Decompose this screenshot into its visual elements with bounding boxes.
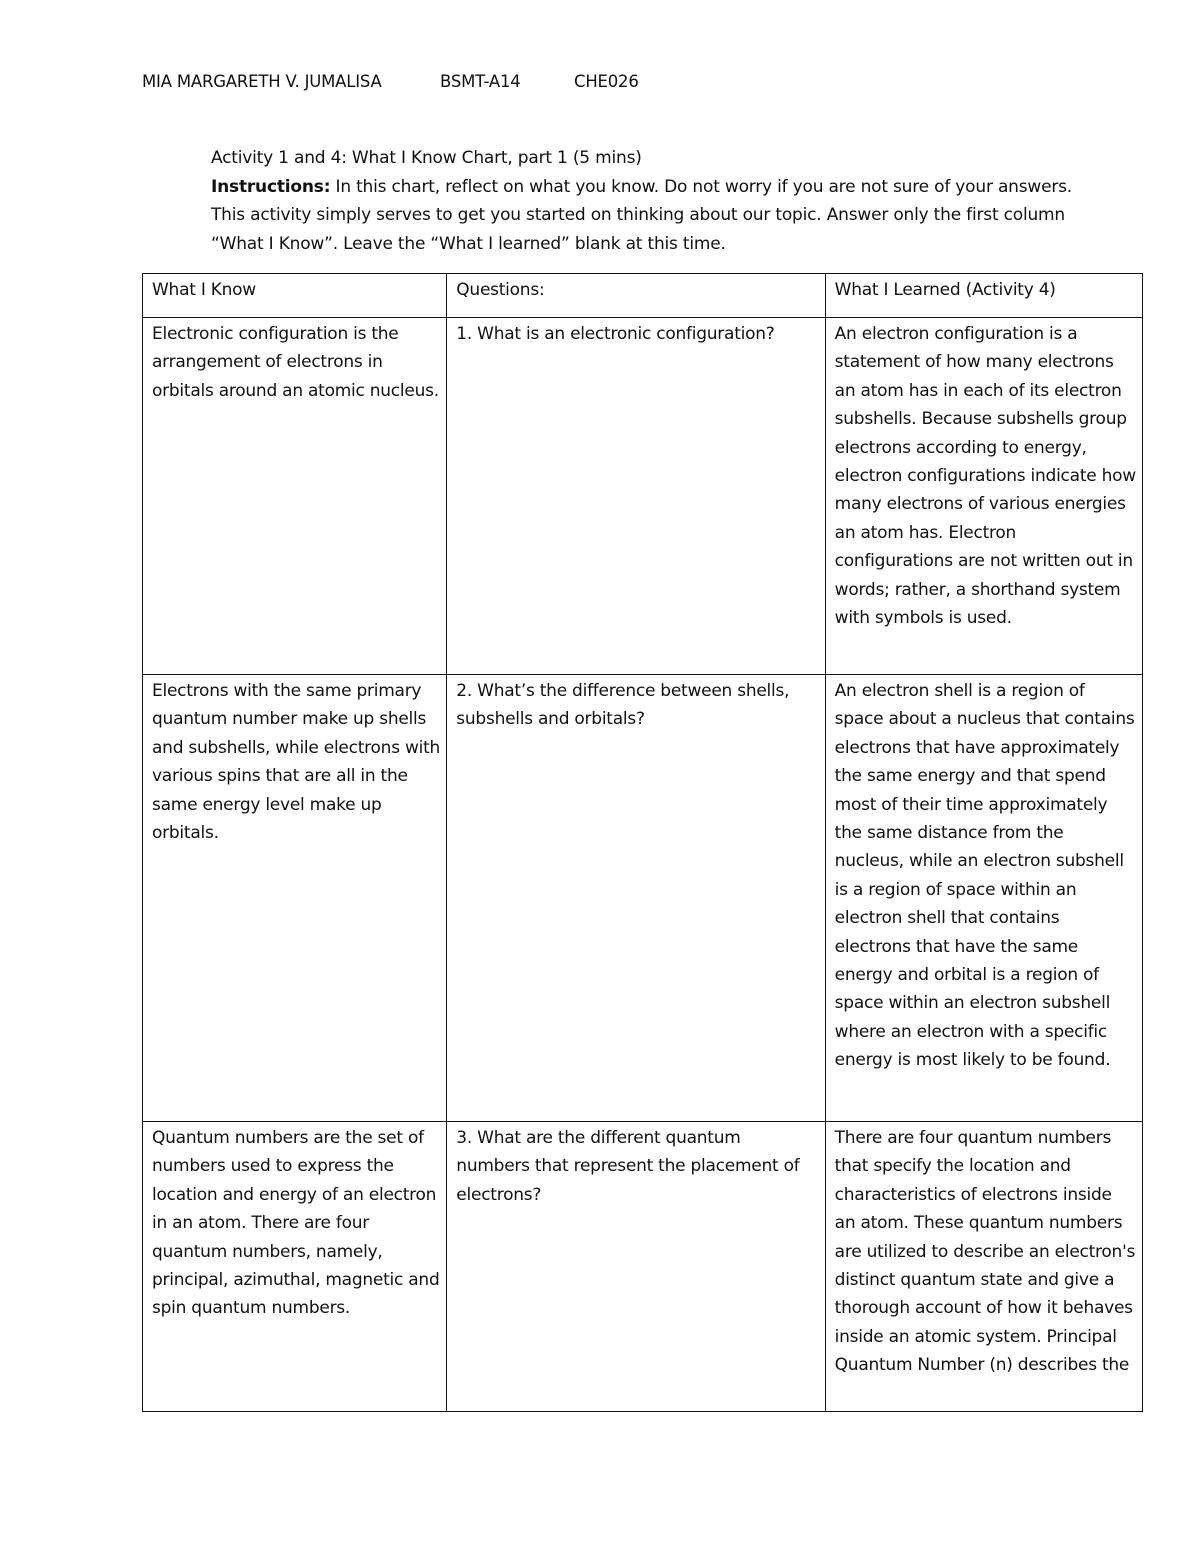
cell-learned: An electron configuration is a statement of how many electrons an atom has in each of its electron subshells. Because subshells group electrons according to energy, electron configurations indicate how many electrons of various energies an atom has. Electron configurations are not written out in words; rather, a shorthand system with symbols is used. (825, 318, 1142, 675)
cell-question: 2. What’s the difference between shells, subshells and orbitals? (447, 675, 825, 1122)
student-name: MIA MARGARETH V. JUMALISA (142, 72, 382, 91)
cell-question: 3. What are the different quantum numbers that represent the placement of electrons? (447, 1122, 825, 1412)
header-what-i-learned: What I Learned (Activity 4) (825, 274, 1142, 318)
table-header-row (143, 274, 1143, 318)
instructions-paragraph (211, 173, 1091, 259)
header-questions: Questions: (447, 274, 825, 318)
cell-learned: An electron shell is a region of space about a nucleus that contains electrons that have approximately the same energy and that spend most of their time approximately the same distance from the nucleus, while an electron subshell is a region of space within an electron shell that contains electrons that have the same energy and orbital is a region of space within an electron subshell where an electron with a specific energy is most likely to be found. (825, 675, 1142, 1122)
table-row (143, 675, 1143, 1122)
cell-know: Electronic configuration is the arrangement of electrons in orbitals around an atomic nucleus. (143, 318, 447, 675)
header-what-i-know: What I Know (143, 274, 447, 318)
instructions-text: In this chart, reflect on what you know. Do not worry if you are not sure of your answers. This activity simply serves to get you started on thinking about our topic. Answer only the first column “What I Know”. Leave the “What I learned” blank at this time. (211, 176, 1073, 254)
table-row (143, 318, 1143, 675)
course-code: CHE026 (574, 72, 639, 91)
cell-question: 1. What is an electronic configuration? (447, 318, 825, 675)
activity-intro (211, 144, 1091, 258)
cell-learned: There are four quantum numbers that specify the location and characteristics of electrons inside an atom. These quantum numbers are utilized to describe an electron's distinct quantum state and give a thorough account of how it behaves inside an atomic system. Principal Quantum Number (n) describes the (825, 1122, 1142, 1412)
cell-know: Electrons with the same primary quantum number make up shells and subshells, while electrons with various spins that are all in the same energy level make up orbitals. (143, 675, 447, 1122)
instructions-label: Instructions: (211, 176, 331, 197)
what-i-know-chart (142, 273, 1143, 1412)
cell-know: Quantum numbers are the set of numbers used to express the location and energy of an electron in an atom. There are four quantum numbers, namely, principal, azimuthal, magnetic and spin quantum numbers. (143, 1122, 447, 1412)
activity-title: Activity 1 and 4: What I Know Chart, part 1 (5 mins) (211, 148, 642, 168)
table-row (143, 1122, 1143, 1412)
section-code: BSMT-A14 (440, 72, 521, 91)
